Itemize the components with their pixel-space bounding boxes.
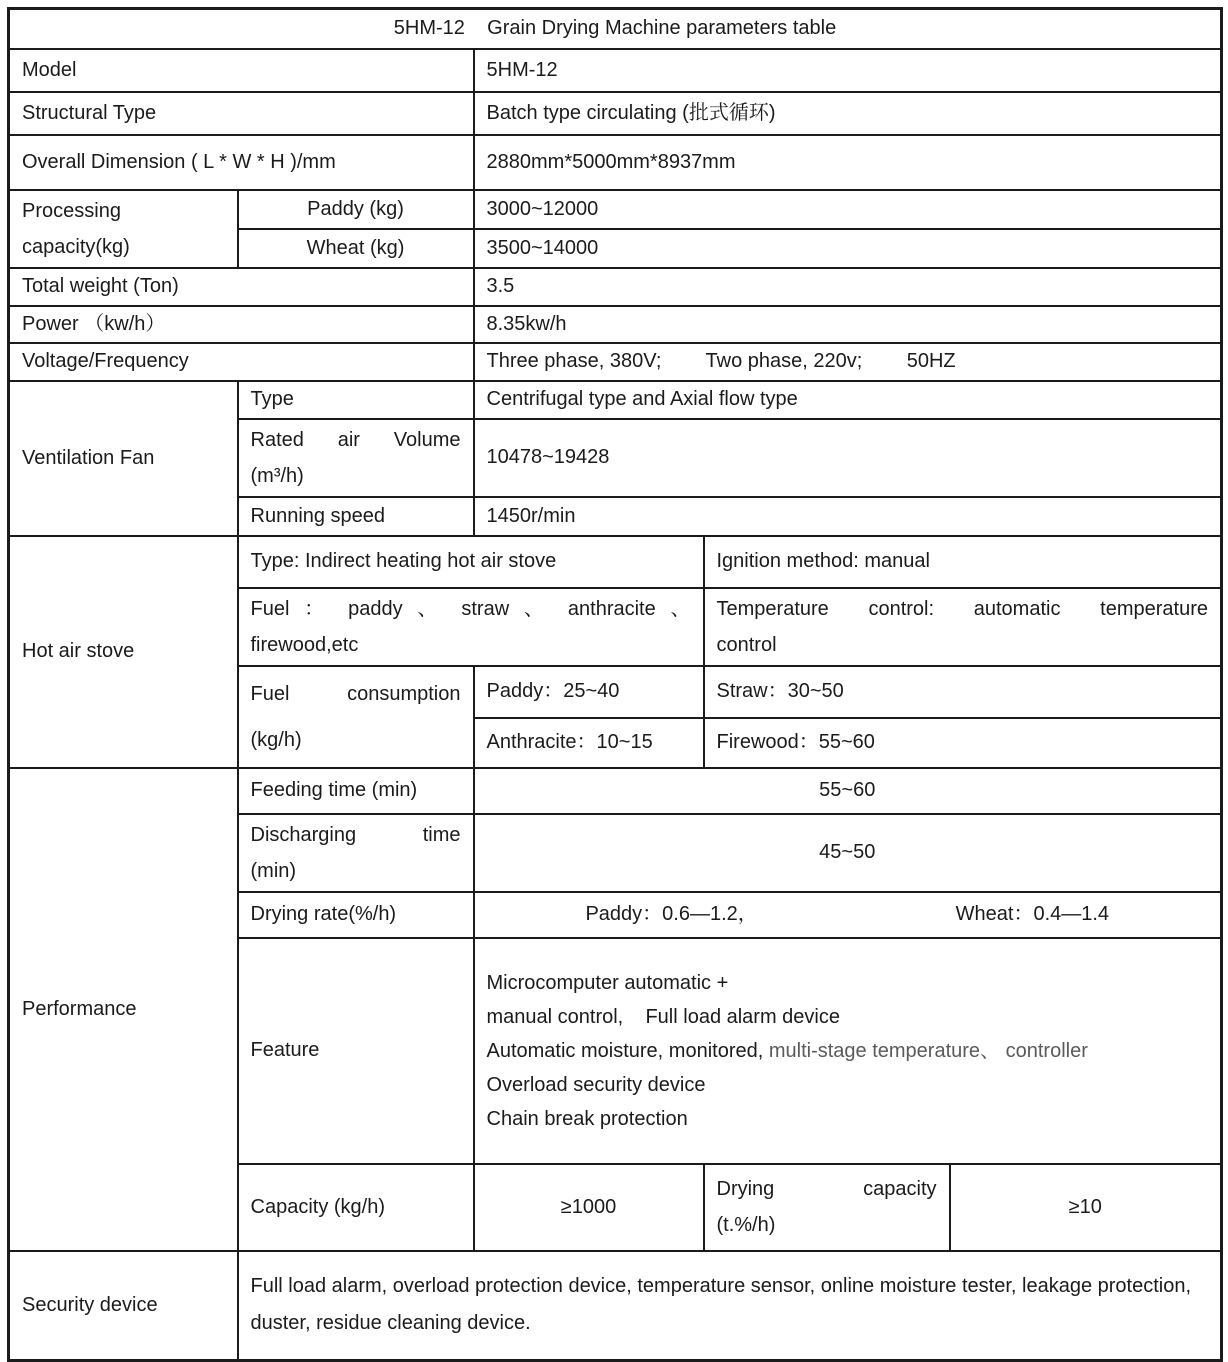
stove-type-text: Type: Indirect heating hot air stove: [250, 550, 557, 572]
drying-rate-wheat: Wheat：0.4—1.4: [955, 903, 1110, 925]
feature-label: Feature: [250, 1039, 320, 1061]
ignition-method-text: Ignition method: manual: [716, 550, 930, 572]
feature-value-cell: [474, 938, 1222, 1164]
structural-type-value: Batch type circulating (批式循环): [486, 101, 776, 124]
security-device-label-cell: [9, 1251, 238, 1361]
feature-line5: Chain break protection: [486, 1107, 688, 1130]
parameters-table: [7, 7, 1223, 1362]
total-weight-value-cell: [474, 268, 1222, 306]
overall-dimension-value: 2880mm*5000mm*8937mm: [486, 150, 736, 173]
processing-capacity-label-line2: capacity(kg): [22, 235, 130, 258]
running-speed-value-cell: [474, 497, 1222, 536]
stove-type-cell: [238, 536, 704, 588]
voltage-frequency-label: Voltage/Frequency: [22, 350, 189, 372]
capacity-value-cell: [474, 1164, 704, 1251]
drying-capacity-label-line2: (t.%/h): [716, 1214, 776, 1236]
power-value: 8.35kw/h: [486, 312, 567, 335]
structural-type-value-cell: [474, 92, 1222, 135]
wheat-capacity-label-cell: [238, 229, 474, 268]
drying-rate-paddy: Paddy：0.6—1.2，: [585, 903, 758, 925]
fuel-paddy-cell: [474, 666, 704, 718]
fan-type-label-cell: [238, 381, 474, 419]
feeding-time-label: Feeding time (min): [250, 779, 418, 801]
rated-air-volume-value: 10478~19428: [486, 446, 610, 468]
processing-capacity-label-cell: [9, 190, 238, 268]
table-title: 5HM-12 Grain Drying Machine parameters table: [393, 17, 837, 40]
fuel-consumption-label-line2: (kg/h): [250, 728, 302, 751]
discharging-time-value: 45~50: [819, 841, 876, 863]
fuel-straw-cell: [704, 666, 1222, 718]
wheat-capacity-value-cell: [474, 229, 1222, 268]
fuel-paddy-value: Paddy：25~40: [486, 680, 620, 702]
model-label-cell: [9, 49, 474, 92]
feature-line3-black: Automatic moisture, monitored,: [486, 1039, 769, 1062]
security-device-value-cell: [238, 1251, 1222, 1361]
feeding-time-label-cell: [238, 768, 474, 814]
feeding-time-value-cell: [474, 768, 1222, 814]
overall-dimension-label-cell: [9, 135, 474, 190]
running-speed-label: Running speed: [250, 504, 386, 527]
overall-dimension-label: Overall Dimension ( L * W * H )/mm: [22, 150, 336, 173]
fuel-anthracite-cell: [474, 718, 704, 768]
stove-fuel-line2: firewood,etc: [250, 633, 359, 656]
power-label: Power （kw/h）: [22, 312, 166, 335]
drying-capacity-value: ≥10: [1068, 1195, 1102, 1218]
overall-dimension-value-cell: [474, 135, 1222, 190]
wheat-capacity-label: Wheat (kg): [306, 236, 405, 259]
voltage-frequency-value: Three phase, 380V; Two phase, 220v; 50HZ: [486, 350, 956, 372]
rated-air-volume-label-cell: [238, 419, 474, 497]
running-speed-label-cell: [238, 497, 474, 536]
paddy-capacity-label-cell: [238, 190, 474, 229]
temperature-control-line1: Temperature control: automatic temperature: [716, 597, 1208, 620]
fuel-anthracite-value: Anthracite：10~15: [486, 731, 653, 753]
stove-fuel-cell: [238, 588, 704, 666]
capacity-label: Capacity (kg/h): [250, 1195, 385, 1218]
temperature-control-cell: [704, 588, 1222, 666]
discharging-time-value-cell: [474, 814, 1222, 892]
fuel-straw-value: Straw：30~50: [716, 680, 844, 702]
paddy-capacity-value-cell: [474, 190, 1222, 229]
feature-label-cell: [238, 938, 474, 1164]
power-value-cell: [474, 306, 1222, 343]
ignition-method-cell: [704, 536, 1222, 588]
rated-air-volume-value-cell: [474, 419, 1222, 497]
feature-line3: [487, 1034, 1209, 1068]
rated-air-volume-label-line2: (m³/h): [250, 464, 304, 487]
feeding-time-value: 55~60: [819, 779, 876, 801]
fan-type-value: Centrifugal type and Axial flow type: [486, 388, 798, 410]
structural-type-label: Structural Type: [22, 101, 157, 124]
paddy-capacity-label: Paddy (kg): [307, 197, 404, 220]
feature-line2: manual control, Full load alarm device: [486, 1005, 840, 1028]
paddy-capacity-value: 3000~12000: [486, 197, 599, 220]
fuel-consumption-label-cell: [238, 666, 474, 768]
rated-air-volume-label-line1: Rated air Volume: [250, 428, 461, 451]
temperature-control-line2: control: [716, 633, 777, 656]
security-device-label: Security device: [22, 1293, 158, 1316]
feature-line3-gray: multi-stage temperature、 controller: [768, 1039, 1088, 1062]
discharging-time-label-line1: Discharging time: [250, 823, 461, 846]
total-weight-label: Total weight (Ton): [22, 275, 179, 297]
model-value-cell: [474, 49, 1222, 92]
capacity-label-cell: [238, 1164, 474, 1251]
voltage-frequency-value-cell: [474, 343, 1222, 381]
hot-air-stove-label-cell: [9, 536, 238, 768]
drying-rate-value-cell: [474, 892, 1222, 938]
discharging-time-label-cell: [238, 814, 474, 892]
model-value: 5HM-12: [486, 58, 558, 81]
security-device-value: Full load alarm, overload protection device, temperature sensor, online moisture tester, leakage protection, duster, residue cleaning device.: [250, 1275, 1192, 1335]
fuel-firewood-value: Firewood：55~60: [716, 731, 875, 753]
drying-rate-label: Drying rate(%/h): [250, 903, 397, 925]
model-label: Model: [22, 58, 77, 81]
drying-capacity-label-cell: [704, 1164, 950, 1251]
hot-air-stove-label: Hot air stove: [22, 640, 135, 662]
running-speed-value: 1450r/min: [486, 504, 576, 527]
drying-rate-label-cell: [238, 892, 474, 938]
discharging-time-label-line2: (min): [250, 859, 297, 882]
processing-capacity-label-line1: Processing: [22, 199, 121, 222]
fuel-firewood-cell: [704, 718, 1222, 768]
performance-label-cell: [9, 768, 238, 1251]
fan-type-value-cell: [474, 381, 1222, 419]
power-label-cell: [9, 306, 474, 343]
fuel-consumption-label-line1: Fuel consumption: [250, 682, 461, 705]
voltage-frequency-label-cell: [9, 343, 474, 381]
ventilation-fan-label-cell: [9, 381, 238, 536]
drying-capacity-value-cell: [950, 1164, 1222, 1251]
drying-capacity-label-line1: Drying capacity: [716, 1178, 937, 1200]
feature-line1: Microcomputer automatic +: [486, 971, 729, 994]
total-weight-label-cell: [9, 268, 474, 306]
feature-line4: Overload security device: [486, 1073, 706, 1096]
ventilation-fan-label: Ventilation Fan: [22, 446, 155, 469]
structural-type-label-cell: [9, 92, 474, 135]
table-title-cell: [9, 9, 1222, 49]
total-weight-value: 3.5: [486, 275, 515, 297]
performance-label: Performance: [22, 997, 137, 1020]
stove-fuel-line1: Fuel ： paddy 、 straw 、 anthracite 、: [250, 597, 691, 620]
wheat-capacity-value: 3500~14000: [486, 236, 599, 259]
fan-type-label: Type: [250, 388, 294, 410]
capacity-value: ≥1000: [560, 1195, 617, 1218]
